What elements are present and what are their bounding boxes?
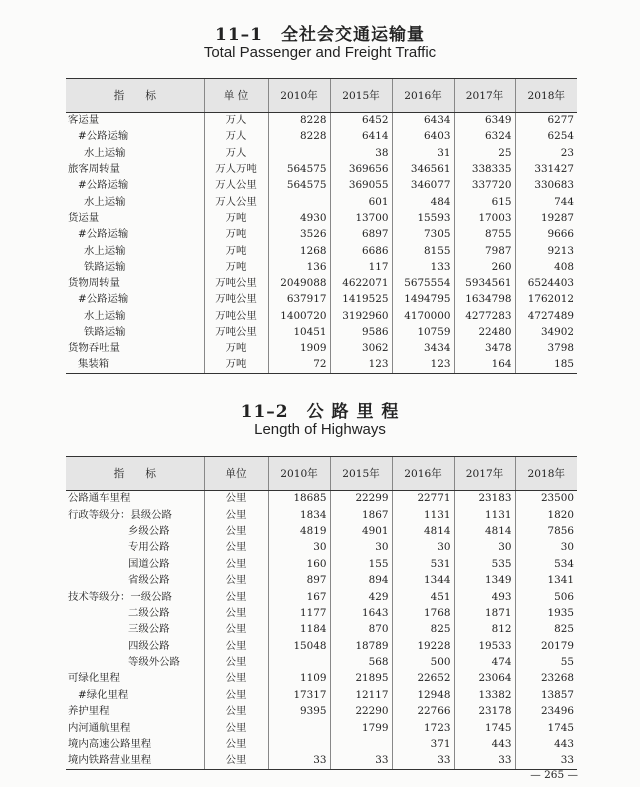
value-cell: 3434 <box>392 341 454 357</box>
value-cell: 1400720 <box>268 308 330 324</box>
value-cell: 23 <box>515 145 577 161</box>
value-cell: 369055 <box>330 178 392 194</box>
value-cell: 10759 <box>392 324 454 340</box>
value-cell: 13857 <box>515 687 577 703</box>
value-cell <box>330 736 392 752</box>
value-cell: 8228 <box>268 129 330 145</box>
value-cell: 160 <box>268 556 330 572</box>
row-unit: 公里 <box>204 753 268 769</box>
value-cell: 1109 <box>268 671 330 687</box>
value-cell: 1834 <box>268 507 330 523</box>
value-cell: 371 <box>392 736 454 752</box>
value-cell: 33 <box>392 753 454 769</box>
value-cell: 25 <box>454 145 515 161</box>
value-cell: 6349 <box>454 113 515 129</box>
row-unit: 公里 <box>204 687 268 703</box>
table-row <box>66 491 577 507</box>
row-label: 内河通航里程 <box>68 721 131 734</box>
table-row <box>66 572 577 588</box>
value-cell: 12117 <box>330 687 392 703</box>
row-unit: 万人 <box>204 129 268 145</box>
value-cell: 4622071 <box>330 275 392 291</box>
value-cell: 825 <box>515 622 577 638</box>
value-cell: 6324 <box>454 129 515 145</box>
table-row <box>66 308 577 324</box>
value-cell: 136 <box>268 259 330 275</box>
value-cell: 22766 <box>392 704 454 720</box>
value-cell: 474 <box>454 654 515 670</box>
value-cell: 31 <box>392 145 454 161</box>
row-label: 集装箱 <box>66 357 204 373</box>
row-unit: 公里 <box>204 622 268 638</box>
row-unit: 万人公里 <box>204 178 268 194</box>
value-cell: 337720 <box>454 178 515 194</box>
value-cell: 346077 <box>392 178 454 194</box>
row-label: 四级公路 <box>128 639 170 652</box>
value-cell: 408 <box>515 259 577 275</box>
value-cell: 30 <box>330 540 392 556</box>
value-cell: 1723 <box>392 720 454 736</box>
section1-subtitle: Total Passenger and Freight Traffic <box>203 44 437 61</box>
row-label: 铁路运输 <box>84 326 126 338</box>
value-cell: 5675554 <box>392 275 454 291</box>
value-cell: 23064 <box>454 671 515 687</box>
row-label: 货运量 <box>68 211 100 224</box>
value-cell: 330683 <box>515 178 577 194</box>
row-unit: 公里 <box>204 523 268 539</box>
value-cell: 6524403 <box>515 275 577 291</box>
table-row <box>66 671 577 687</box>
row-unit: 万吨 <box>204 227 268 243</box>
value-cell: 1643 <box>330 605 392 621</box>
row-label: 国道公路 <box>128 557 170 570</box>
value-cell: 443 <box>515 736 577 752</box>
value-cell: 13382 <box>454 687 515 703</box>
value-cell: 1341 <box>515 572 577 588</box>
row-unit: 公里 <box>204 491 268 507</box>
value-cell: 1820 <box>515 507 577 523</box>
value-cell: 3192960 <box>330 308 392 324</box>
value-cell: 22299 <box>330 491 392 507</box>
table-row <box>66 341 577 357</box>
value-cell: 13700 <box>330 210 392 226</box>
row-unit: 公里 <box>204 720 268 736</box>
value-cell: 8755 <box>454 227 515 243</box>
value-cell: 493 <box>454 589 515 605</box>
row-unit: 万吨 <box>204 357 268 373</box>
page-number: — 265 — <box>530 769 578 781</box>
value-cell: 3478 <box>454 341 515 357</box>
value-cell: 8228 <box>268 113 330 129</box>
value-cell: 260 <box>454 259 515 275</box>
column-header: 2016年 <box>392 457 454 491</box>
column-header: 2018年 <box>515 457 577 491</box>
section2-subtitle: Length of Highways <box>254 421 386 438</box>
value-cell: 1871 <box>454 605 515 621</box>
row-unit: 万人万吨 <box>204 161 268 177</box>
passenger-freight-table <box>66 78 577 374</box>
value-cell <box>268 654 330 670</box>
column-header: 指 标 <box>66 79 204 113</box>
table-row <box>66 687 577 703</box>
value-cell: 1935 <box>515 605 577 621</box>
table-row <box>66 540 577 556</box>
value-cell: 4277283 <box>454 308 515 324</box>
value-cell: 443 <box>454 736 515 752</box>
table-row <box>66 357 577 373</box>
table-row <box>66 638 577 654</box>
row-label: 专用公路 <box>128 541 170 554</box>
row-label: 客运量 <box>68 114 100 127</box>
value-cell <box>268 194 330 210</box>
value-cell: 18685 <box>268 491 330 507</box>
row-unit: 万人 <box>204 145 268 161</box>
value-cell: 9586 <box>330 324 392 340</box>
table-row <box>66 194 577 210</box>
value-cell: 1745 <box>454 720 515 736</box>
value-cell: 1131 <box>392 507 454 523</box>
value-cell: 3798 <box>515 341 577 357</box>
column-header: 2016年 <box>392 79 454 113</box>
value-cell: 4814 <box>392 523 454 539</box>
row-label: #绿化里程 <box>78 688 129 701</box>
table-row <box>66 324 577 340</box>
table-row <box>66 210 577 226</box>
value-cell: 4901 <box>330 523 392 539</box>
column-header: 2018年 <box>515 79 577 113</box>
value-cell: 23500 <box>515 491 577 507</box>
row-label: 境内高速公路里程 <box>68 738 152 751</box>
row-unit: 公里 <box>204 704 268 720</box>
value-cell: 568 <box>330 654 392 670</box>
row-unit: 公里 <box>204 507 268 523</box>
row-label: 水上运输 <box>84 195 126 208</box>
value-cell: 22652 <box>392 671 454 687</box>
column-header: 2010年 <box>268 457 330 491</box>
value-cell: 164 <box>454 357 515 373</box>
table-row <box>66 507 577 523</box>
value-cell: 133 <box>392 259 454 275</box>
value-cell: 500 <box>392 654 454 670</box>
column-header: 2017年 <box>454 457 515 491</box>
row-label: 乡级公路 <box>128 524 170 537</box>
value-cell: 18789 <box>330 638 392 654</box>
row-label: 省级公路 <box>128 574 170 587</box>
column-header: 2010年 <box>268 79 330 113</box>
row-label: 货物周转量 <box>68 277 120 290</box>
row-label: #公路运输 <box>78 179 129 192</box>
value-cell: 1745 <box>515 720 577 736</box>
value-cell: 22480 <box>454 324 515 340</box>
value-cell: 15593 <box>392 210 454 226</box>
value-cell: 34902 <box>515 324 577 340</box>
value-cell: 564575 <box>268 161 330 177</box>
column-header: 2015年 <box>330 457 392 491</box>
row-label: 养护里程 <box>68 705 110 718</box>
value-cell: 1131 <box>454 507 515 523</box>
table-row <box>66 704 577 720</box>
value-cell: 812 <box>454 622 515 638</box>
value-cell: 10451 <box>268 324 330 340</box>
value-cell: 1177 <box>268 605 330 621</box>
value-cell: 4814 <box>454 523 515 539</box>
value-cell: 6277 <box>515 113 577 129</box>
row-unit: 万吨 <box>204 210 268 226</box>
row-unit: 公里 <box>204 556 268 572</box>
value-cell: 6452 <box>330 113 392 129</box>
row-unit: 万吨公里 <box>204 324 268 340</box>
value-cell: 22290 <box>330 704 392 720</box>
table-row <box>66 145 577 161</box>
row-label: 旅客周转量 <box>68 163 120 176</box>
table-row <box>66 654 577 670</box>
value-cell: 1349 <box>454 572 515 588</box>
row-unit: 公里 <box>204 572 268 588</box>
value-cell: 155 <box>330 556 392 572</box>
table-header-row <box>66 457 577 491</box>
table-row <box>66 605 577 621</box>
value-cell: 9666 <box>515 227 577 243</box>
value-cell: 19228 <box>392 638 454 654</box>
value-cell: 1268 <box>268 243 330 259</box>
row-unit: 公里 <box>204 638 268 654</box>
value-cell: 3062 <box>330 341 392 357</box>
value-cell: 167 <box>268 589 330 605</box>
value-cell: 23183 <box>454 491 515 507</box>
value-cell: 1419525 <box>330 292 392 308</box>
value-cell: 6897 <box>330 227 392 243</box>
value-cell: 30 <box>454 540 515 556</box>
value-cell: 30 <box>392 540 454 556</box>
value-cell: 15048 <box>268 638 330 654</box>
row-label: 等级外公路 <box>128 656 180 669</box>
row-unit: 万吨 <box>204 341 268 357</box>
value-cell: 451 <box>392 589 454 605</box>
table-row <box>66 556 577 572</box>
value-cell: 3526 <box>268 227 330 243</box>
row-unit: 公里 <box>204 671 268 687</box>
row-unit: 万人 <box>204 113 268 129</box>
value-cell: 22771 <box>392 491 454 507</box>
table-row <box>66 523 577 539</box>
table-header-row <box>66 79 577 113</box>
row-label: 水上运输 <box>84 146 126 159</box>
value-cell: 123 <box>392 357 454 373</box>
value-cell: 1634798 <box>454 292 515 308</box>
value-cell: 534 <box>515 556 577 572</box>
row-unit: 公里 <box>204 736 268 752</box>
row-unit: 万人公里 <box>204 194 268 210</box>
row-unit: 万吨公里 <box>204 275 268 291</box>
value-cell: 615 <box>454 194 515 210</box>
table-row <box>66 292 577 308</box>
value-cell: 1799 <box>330 720 392 736</box>
row-unit: 公里 <box>204 654 268 670</box>
value-cell: 1494795 <box>392 292 454 308</box>
table-row <box>66 243 577 259</box>
value-cell: 21895 <box>330 671 392 687</box>
value-cell: 33 <box>515 753 577 769</box>
value-cell: 744 <box>515 194 577 210</box>
value-cell: 894 <box>330 572 392 588</box>
table-row <box>66 736 577 752</box>
row-label: #公路运输 <box>78 293 129 306</box>
value-cell: 4819 <box>268 523 330 539</box>
value-cell: 637917 <box>268 292 330 308</box>
table-row <box>66 259 577 275</box>
value-cell: 6434 <box>392 113 454 129</box>
column-header: 单 位 <box>204 79 268 113</box>
value-cell: 6254 <box>515 129 577 145</box>
value-cell: 19287 <box>515 210 577 226</box>
value-cell: 12948 <box>392 687 454 703</box>
row-unit: 万吨 <box>204 243 268 259</box>
row-label: 技术等级分：一级公路 <box>68 590 172 603</box>
value-cell: 564575 <box>268 178 330 194</box>
column-header: 2015年 <box>330 79 392 113</box>
value-cell: 123 <box>330 357 392 373</box>
value-cell: 33 <box>268 753 330 769</box>
row-unit: 公里 <box>204 589 268 605</box>
value-cell: 6686 <box>330 243 392 259</box>
value-cell: 9395 <box>268 704 330 720</box>
row-label: 水上运输 <box>84 309 126 322</box>
table-row <box>66 178 577 194</box>
value-cell: 1867 <box>330 507 392 523</box>
row-unit: 万吨公里 <box>204 292 268 308</box>
value-cell: 1344 <box>392 572 454 588</box>
row-unit: 万吨公里 <box>204 308 268 324</box>
value-cell: 338335 <box>454 161 515 177</box>
value-cell <box>268 145 330 161</box>
value-cell: 23496 <box>515 704 577 720</box>
value-cell: 23268 <box>515 671 577 687</box>
value-cell: 369656 <box>330 161 392 177</box>
row-label: 行政等级分：县级公路 <box>68 508 172 521</box>
value-cell: 331427 <box>515 161 577 177</box>
value-cell: 185 <box>515 357 577 373</box>
value-cell: 9213 <box>515 243 577 259</box>
table-row <box>66 129 577 145</box>
table-row <box>66 622 577 638</box>
section1-title: 11–1 全社会交通运输量 <box>215 25 425 45</box>
row-label: 水上运输 <box>84 244 126 257</box>
value-cell: 6414 <box>330 129 392 145</box>
value-cell: 30 <box>515 540 577 556</box>
table-row <box>66 161 577 177</box>
value-cell: 72 <box>268 357 330 373</box>
section2-title: 11–2 公 路 里 程 <box>240 402 400 422</box>
value-cell: 20179 <box>515 638 577 654</box>
value-cell: 601 <box>330 194 392 210</box>
value-cell: 23178 <box>454 704 515 720</box>
row-label: #公路运输 <box>78 228 129 241</box>
table-row <box>66 227 577 243</box>
value-cell: 6403 <box>392 129 454 145</box>
table-row <box>66 589 577 605</box>
table-row <box>66 753 577 769</box>
value-cell: 33 <box>454 753 515 769</box>
row-unit: 万吨 <box>204 259 268 275</box>
row-label: 境内铁路营业里程 <box>66 753 204 769</box>
value-cell: 17003 <box>454 210 515 226</box>
table-row <box>66 720 577 736</box>
value-cell: 484 <box>392 194 454 210</box>
value-cell: 429 <box>330 589 392 605</box>
value-cell: 5934561 <box>454 275 515 291</box>
value-cell: 4170000 <box>392 308 454 324</box>
row-unit: 公里 <box>204 605 268 621</box>
table-row <box>66 113 577 129</box>
row-label: 可绿化里程 <box>68 672 120 685</box>
value-cell: 1762012 <box>515 292 577 308</box>
row-label: 公路通车里程 <box>68 492 131 505</box>
value-cell: 4930 <box>268 210 330 226</box>
value-cell: 8155 <box>392 243 454 259</box>
value-cell: 7987 <box>454 243 515 259</box>
value-cell: 531 <box>392 556 454 572</box>
value-cell: 535 <box>454 556 515 572</box>
column-header: 单位 <box>204 457 268 491</box>
value-cell <box>268 720 330 736</box>
value-cell: 897 <box>268 572 330 588</box>
value-cell: 55 <box>515 654 577 670</box>
value-cell: 19533 <box>454 638 515 654</box>
row-label: 二级公路 <box>128 606 170 619</box>
row-label: 铁路运输 <box>84 260 126 273</box>
column-header: 2017年 <box>454 79 515 113</box>
value-cell: 4727489 <box>515 308 577 324</box>
value-cell: 1768 <box>392 605 454 621</box>
value-cell: 117 <box>330 259 392 275</box>
value-cell: 506 <box>515 589 577 605</box>
column-header: 指 标 <box>66 457 204 491</box>
row-label: #公路运输 <box>78 130 129 143</box>
value-cell: 33 <box>330 753 392 769</box>
value-cell: 346561 <box>392 161 454 177</box>
row-label: 货物吞吐量 <box>68 342 120 355</box>
value-cell: 2049088 <box>268 275 330 291</box>
value-cell: 870 <box>330 622 392 638</box>
value-cell: 825 <box>392 622 454 638</box>
value-cell: 7305 <box>392 227 454 243</box>
row-unit: 公里 <box>204 540 268 556</box>
value-cell: 7856 <box>515 523 577 539</box>
highway-length-table <box>66 456 577 770</box>
value-cell: 1184 <box>268 622 330 638</box>
value-cell: 30 <box>268 540 330 556</box>
value-cell: 1909 <box>268 341 330 357</box>
value-cell: 17317 <box>268 687 330 703</box>
value-cell <box>268 736 330 752</box>
row-label: 三级公路 <box>128 623 170 636</box>
value-cell: 38 <box>330 145 392 161</box>
table-row <box>66 275 577 291</box>
